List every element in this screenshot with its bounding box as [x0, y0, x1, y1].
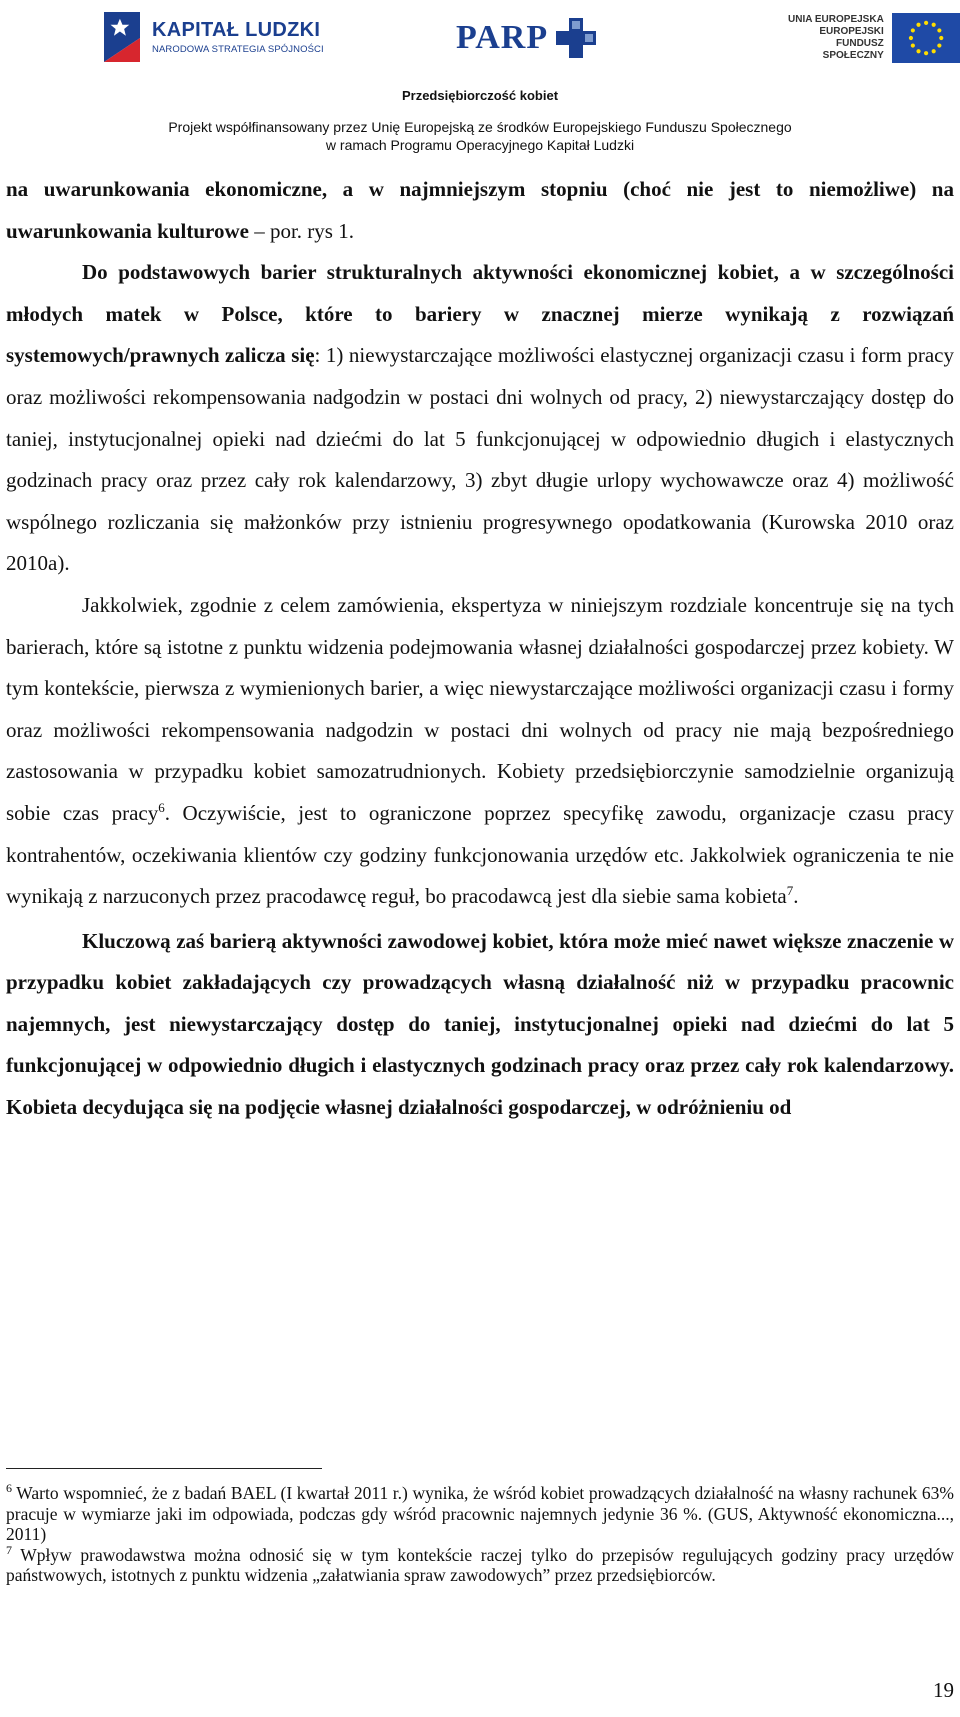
paragraph-3-text-c: . [793, 884, 799, 909]
parp-cross-icon [554, 16, 598, 60]
footnote-ref-6[interactable]: 6 [158, 799, 165, 815]
paragraph-2 [6, 252, 954, 585]
kapital-ludzki-emblem-icon [100, 8, 144, 66]
eu-flag-icon [892, 13, 960, 63]
eu-logo [778, 12, 960, 64]
kapital-ludzki-title: KAPITAŁ LUDZKI [152, 18, 321, 41]
eu-line-1: UNIA EUROPEJSKA [788, 14, 884, 25]
paragraph-3-text-a: Jakkolwiek, zgodnie z celem zamówienia, ekspertyza w niniejszym rozdziale koncentruje się na tych barierach, które są istotne z punktu widzenia podejmowania własnej działalności gospodarczej przez kobiety. W tym kontekście, pierwsza z wymienionych barier, a więc niewystarczające możliwości organizacji czasu i formy oraz możliwości rekompensowania nadgodzin w postaci dni wolnych od pracy nie mają bezpośredniego zastosowania w przypadku kobiet samozatrudnionych. Kobiety przedsiębiorczynie samodzielnie organizują sobie czas pracy [6, 592, 954, 825]
eu-line-3: FUNDUSZ SPOŁECZNY [822, 38, 884, 61]
footnotes [6, 1483, 954, 1586]
footnote-separator [6, 1468, 322, 1469]
project-line-2: w ramach Programu Operacyjnego Kapitał Ludzki [325, 137, 635, 153]
footnote-6-mark: 6 [6, 1481, 12, 1496]
paragraph-2-text: : 1) niewystarczające możliwości elastycznej organizacji czasu i form pracy oraz możliwości rekompensowania nadgodzin w postaci dni wolnych od pracy, 2) niewystarczający dostęp do taniej, instytucjonalnej opieki nad dziećmi do lat 5 funkcjonującej w odpowiednio długich i elastycznych godzinach pracy oraz przez cały rok kalendarzowy, 3) zbyt długie urlopy wychowawcze oraz 4) możliwość wspólnego rozliczania się małżonków przy istnieniu progresywnego opodatkowania (Kurowska 2010 oraz 2010a). [6, 343, 954, 576]
paragraph-2-bold: Do podstawowych barier strukturalnych aktywności ekonomicznej kobiet, a w szczególności młodych matek w Polsce, które to bariery w znacznej mierze wynikają z rozwiązań systemowych/prawnych zalicza się [6, 260, 954, 368]
footnote-7 [6, 1542, 954, 1586]
parp-title: PARP [456, 19, 549, 56]
header-tagline: Przedsiębiorczość kobiet [401, 88, 559, 103]
paragraph-4: Kluczową zaś barierą aktywności zawodowej kobiet, która może mieć nawet większe znaczenie w przypadku kobiet zakładających czy prowadzących własną działalność niż w przypadku pracownic najemnych, jest niewystarczający dostęp do taniej, instytucjonalnej opieki nad dziećmi do lat 5 funkcjonującej w odpowiednio długich i elastycznych godzinach pracy oraz przez cały rok kalendarzowy. Kobieta decydująca się na podjęcie własnej działalności gospodarczej, w odróżnieniu od [6, 928, 954, 1120]
footnote-7-text: Wpływ prawodawstwa można odnosić się w tym kontekście raczej tylko do przepisów regulujących godziny pracy urzędów państwowych, istotnych z punktu widzenia „załatwiania spraw zawodowych” przez przedsiębiorców. [6, 1544, 954, 1585]
footnote-7-mark: 7 [6, 1542, 12, 1557]
document-body [6, 169, 954, 1129]
footnote-6-text: Warto wspomnieć, że z badań BAEL (I kwartał 2011 r.) wynika, że wśród kobiet prowadzących działalność na własny rachunek 63% pracuje w wymiarze jaki im odpowiada, podczas gdy wśród pracownic najemnych jedynie 36 %. (GUS, Aktywność ekonomiczna..., 2011) [6, 1483, 954, 1544]
eu-line-2: EUROPEJSKI [819, 26, 884, 37]
paragraph-1-bold: na uwarunkowania ekonomiczne, a w najmniejszym stopniu (choć nie jest to niemożliwe) na uwarunkowania kulturowe [6, 177, 954, 243]
paragraph-1-text: – por. rys 1. [248, 218, 354, 243]
footnote-ref-7[interactable]: 7 [786, 883, 794, 899]
kapital-ludzki-logo [100, 6, 324, 68]
project-funding-note [0, 118, 960, 154]
paragraph-3 [6, 585, 954, 918]
paragraph-3-text-b: . Oczywiście, jest to ograniczone poprzez specyfikę zawodu, organizacje czasu pracy kontrahentów, oczekiwania klientów czy godziny funkcjonowania urzędów etc. Jakkolwiek ograniczenia te nie wynikają z narzuconych przez pracodawcę reguł, bo pracodawcą jest dla siebie sama kobieta [6, 800, 954, 909]
page-header [0, 0, 960, 153]
parp-logo [456, 12, 598, 64]
footnote-6 [6, 1483, 954, 1545]
project-line-1: Projekt współfinansowany przez Unię Europejską ze środków Europejskiego Funduszu Społecznego [168, 119, 792, 135]
paragraph-1 [6, 169, 954, 252]
kapital-ludzki-subtitle: NARODOWA STRATEGIA SPÓJNOŚCI [152, 43, 324, 55]
page-number: 19 [933, 1678, 954, 1702]
